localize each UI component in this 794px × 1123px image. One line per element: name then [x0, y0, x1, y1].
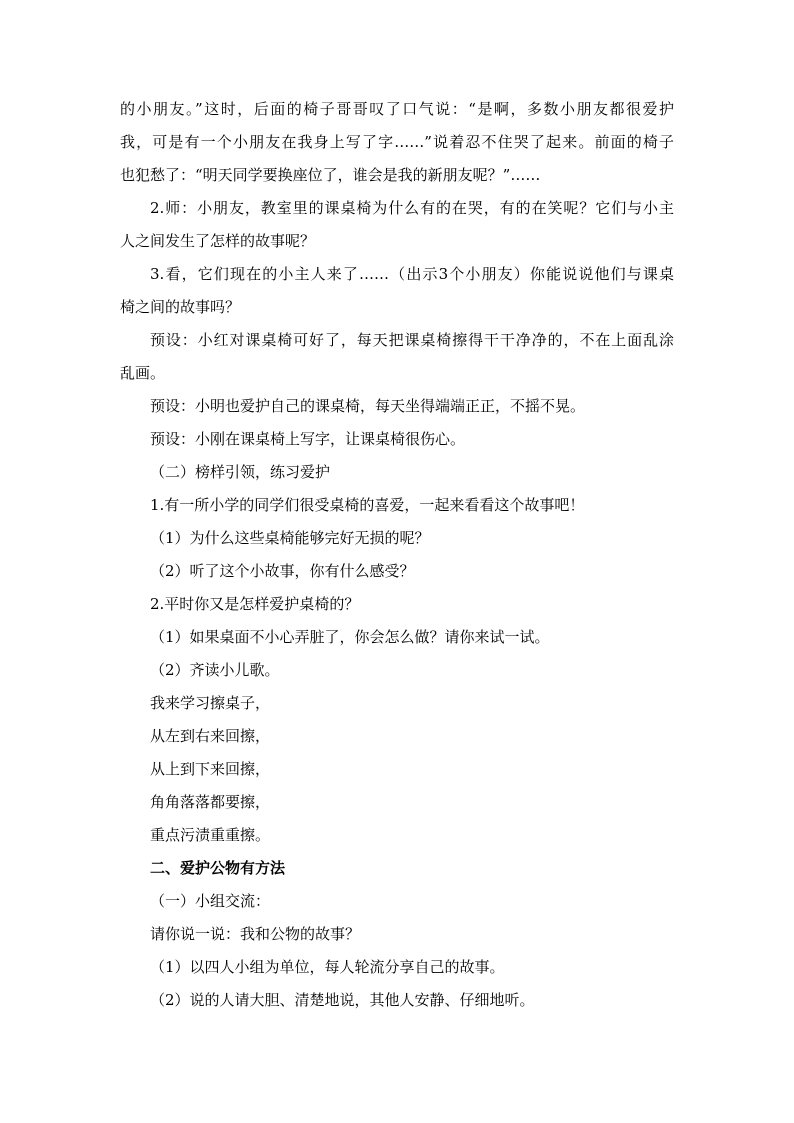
paragraph-line: 的小朋友。”这时，后面的椅子哥哥叹了口气说：“是啊，多数小朋友都很爱护: [120, 100, 674, 118]
section-subheading: （一）小组交流：: [150, 892, 271, 910]
paragraph-line: 2.师：小朋友，教室里的课桌椅为什么有的在哭，有的在笑呢？它们与小主: [150, 199, 674, 217]
paragraph-line: 2.平时你又是怎样爱护桌椅的？: [150, 595, 360, 613]
paragraph-line: 预设：小红对课桌椅可好了，每天把课桌椅擦得干干净净的，不在上面乱涂: [150, 331, 674, 349]
poem-line: 角角落落都要擦，: [150, 793, 271, 811]
list-item: （1）为什么这些桌椅能够完好无损的呢？: [150, 529, 430, 547]
poem-line: 重点污渍重重擦。: [150, 826, 271, 844]
poem-line: 从上到下来回擦，: [150, 760, 271, 778]
list-item: （2）说的人请大胆、清楚地说，其他人安静、仔细地听。: [150, 991, 535, 1009]
paragraph-line: 预设：小明也爱护自己的课桌椅，每天坐得端端正正，不摇不晃。: [150, 397, 586, 415]
paragraph-line: 人之间发生了怎样的故事呢？: [120, 232, 316, 250]
list-item: （2）听了这个小故事，你有什么感受？: [150, 562, 415, 580]
paragraph-line: 我，可是有一个小朋友在我身上写了字……”说着忍不住哭了起来。前面的椅子: [120, 133, 674, 151]
list-item: （1）如果桌面不小心弄脏了，你会怎么做？请你来试一试。: [150, 628, 550, 646]
paragraph-line: 请你说一说：我和公物的故事？: [150, 925, 361, 943]
paragraph-line: 也犯愁了：“明天同学要换座位了，谁会是我的新朋友呢？”……: [120, 166, 541, 184]
poem-line: 从左到右来回擦，: [150, 727, 271, 745]
list-item: （1）以四人小组为单位，每人轮流分享自己的故事。: [150, 958, 505, 976]
paragraph-line: 乱画。: [120, 364, 166, 382]
section-subheading: （二）榜样引领，练习爱护: [150, 463, 331, 481]
paragraph-line: 预设：小刚在课桌椅上写字，让课桌椅很伤心。: [150, 430, 466, 448]
poem-line: 我来学习擦桌子，: [150, 694, 271, 712]
paragraph-line: 椅之间的故事吗？: [120, 298, 241, 316]
section-heading: 二、爱护公物有方法: [150, 859, 286, 877]
paragraph-line: 3.看，它们现在的小主人来了……（出示3个小朋友）你能说说他们与课桌: [150, 265, 674, 283]
paragraph-line: 1.有一所小学的同学们很受桌椅的喜爱，一起来看看这个故事吧！: [150, 496, 585, 514]
list-item: （2）齐读小儿歌。: [150, 661, 280, 679]
